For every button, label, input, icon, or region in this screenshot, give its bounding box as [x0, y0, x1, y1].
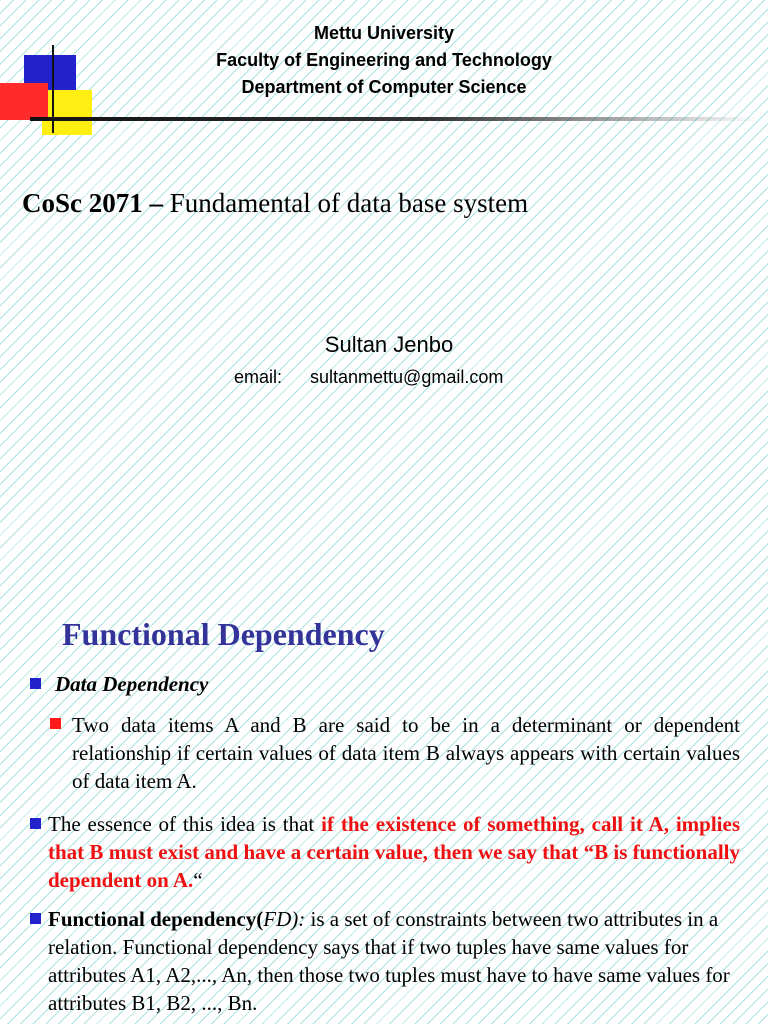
header [0, 20, 768, 101]
email-label: email: [234, 367, 283, 387]
faculty-name: Faculty of Engineering and Technology [216, 50, 552, 70]
course-title [22, 188, 528, 219]
essence-suffix: “ [193, 868, 203, 892]
bullet-square [30, 818, 41, 829]
fd-definition-paragraph [48, 905, 748, 1017]
essence-highlight: if the existence of something, call it A, implies that B must exist and have a certain value, then we say that “B is functionally dependent on A. [48, 812, 740, 892]
course-name: Fundamental of data base system [163, 188, 529, 218]
data-dependency-heading: Data Dependency [55, 672, 209, 696]
bullet-square [30, 913, 41, 924]
email-address: sultanmettu@gmail.com [310, 367, 504, 387]
slide-2 [0, 600, 768, 1024]
sub-bullet-square [50, 718, 61, 729]
email-line [234, 367, 503, 388]
course-code: CoSc 2071 – [22, 188, 163, 218]
fd-definition-text: is a set of constraints between two attributes in a relation. Functional dependency says that if two tuples have same values for attributes A1, A2,..., An, then those two tuples must have to have same values for attributes B1, B2, ..., Bn. [48, 907, 730, 1015]
department-name: Department of Computer Science [241, 77, 527, 97]
bullet-square [30, 678, 41, 689]
slide-title: Functional Dependency [62, 616, 385, 652]
university-name: Mettu University [313, 23, 455, 43]
data-dependency-text: Two data items A and B are said to be in a determinant or dependent relationship if certain values of data item B always appears with certain values of data item A. [72, 713, 740, 793]
author-name: Sultan Jenbo [324, 332, 454, 357]
fd-abbr: FD [263, 907, 292, 931]
fd-abbr-close: ): [291, 907, 306, 931]
horizontal-rule [30, 117, 760, 121]
essence-prefix: The essence of this idea is that [48, 812, 322, 836]
essence-paragraph [48, 810, 740, 894]
fd-term: Functional dependency( [48, 907, 264, 931]
